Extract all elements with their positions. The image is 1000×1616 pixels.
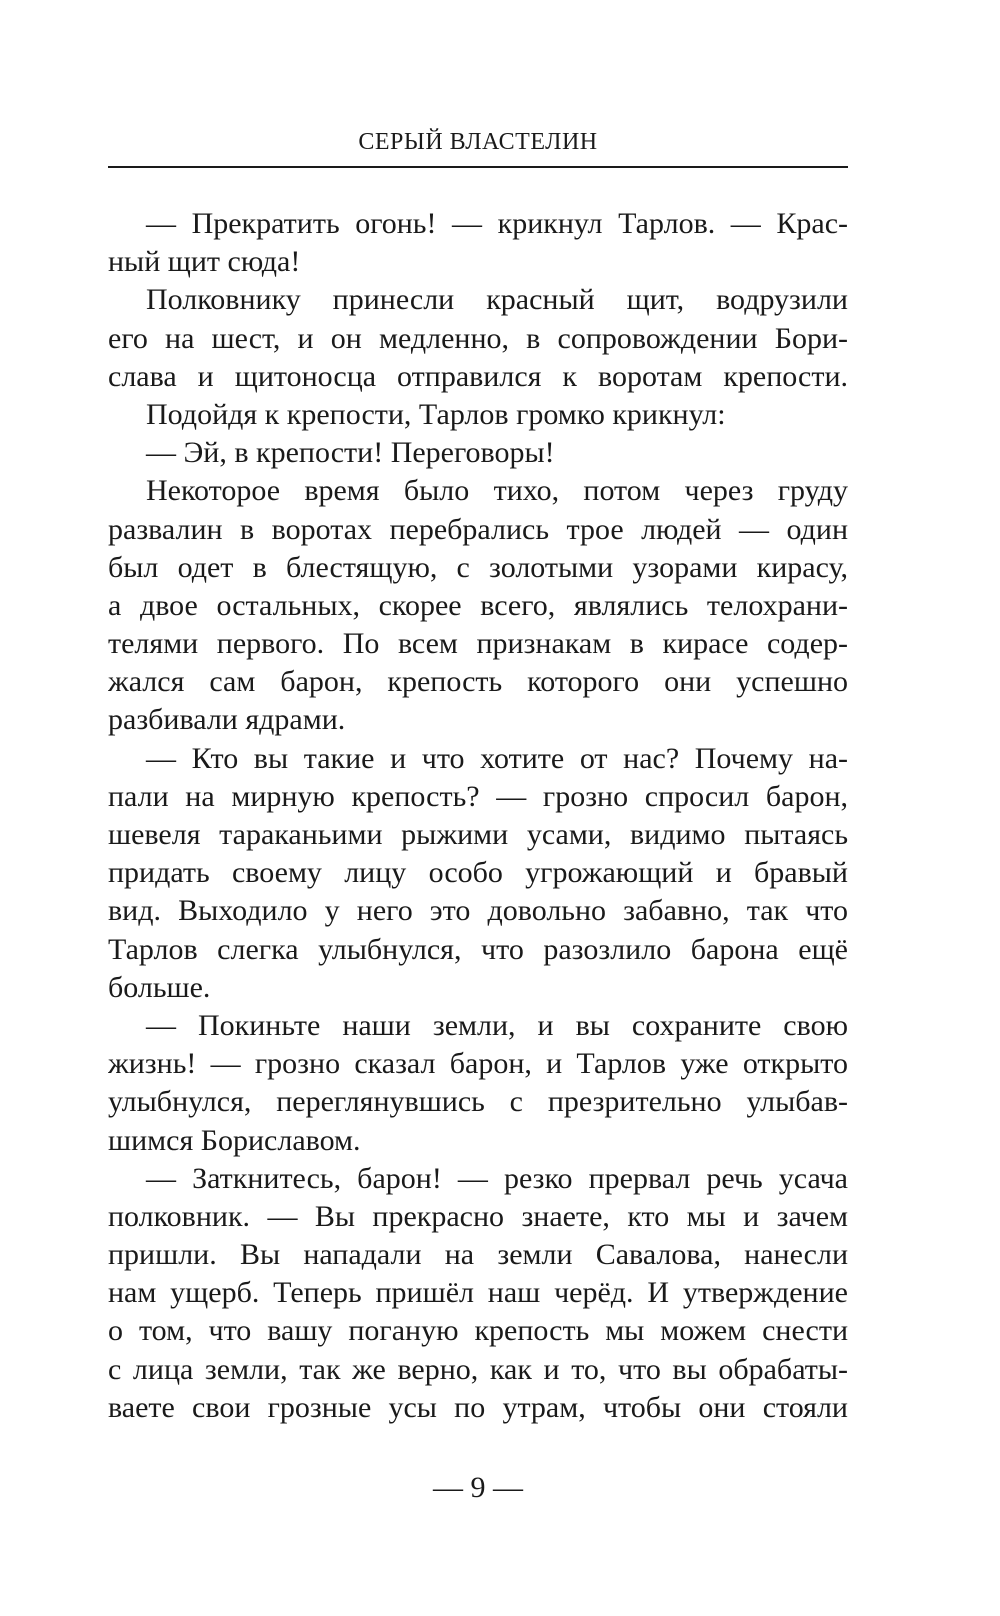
text-line: жался сам барон, крепость которого они успешно [108,665,848,699]
text-line: — Заткнитесь, барон! — резко прервал речь усача [146,1161,848,1195]
text-line: нам ущерб. Теперь пришёл наш черёд. И утверждение [108,1276,848,1310]
text-line: придать своему лицу особо угрожающий и бравый [108,856,848,890]
text-line: Некоторое время было тихо, потом через груду [146,474,848,508]
text-line: — Покиньте наши земли, и вы сохраните свою [146,1008,848,1042]
text-line: Подойдя к крепости, Тарлов громко крикнул: [146,397,726,431]
text-line: — Прекратить огонь! — крикнул Тарлов. — Крас- [146,207,848,240]
text-line: был одет в блестящую, с золотыми узорами кирасу, [108,550,848,584]
text-line: вид. Выходило у него это довольно забавно, так что [108,894,848,928]
text-line: о том, что вашу поганую крепость мы можем снести [108,1314,848,1348]
text-line: телями первого. По всем признакам в кирасе содер- [108,627,848,661]
text-line: развалин в воротах перебрались трое людей — один [108,512,848,546]
text-line: разбивали ядрами. [108,703,346,737]
text-line: а двое остальных, скорее всего, являлись телохрани- [108,588,848,622]
running-header-title: СЕРЫЙ ВЛАСТЕЛИН [358,129,598,155]
text-line: больше. [108,970,211,1004]
text-line: шимся Бориславом. [108,1123,361,1157]
text-line: — Кто вы такие и что хотите от нас? Почему на- [146,741,848,775]
text-line: ваете свои грозные усы по утрам, чтобы они стояли [108,1390,848,1424]
text-line: — Эй, в крепости! Переговоры! [146,436,555,470]
text-line: шевеля тараканьими рыжими усами, видимо пытаясь [108,818,848,851]
text-line: пали на мирную крепость? — грозно спросил барон, [108,779,848,813]
header-rule [108,166,848,168]
text-line: с лица земли, так же верно, как и то, что вы обрабаты- [108,1352,848,1386]
text-line: жизнь! — грозно сказал барон, и Тарлов уже открыто [108,1047,848,1081]
text-line: слава и щитоносца отправился к воротам крепости. [108,359,848,393]
text-line: его на шест, и он медленно, в сопровождении Бори- [108,321,848,355]
page-number: — 9 — [433,1471,523,1504]
text-line: полковник. — Вы прекрасно знаете, кто мы и зачем [108,1199,848,1233]
text-line: Тарлов слегка улыбнулся, что разозлило барона ещё [108,932,848,966]
text-line: ный щит сюда! [108,245,301,279]
text-line: улыбнулся, переглянувшись с презрительно улыбав- [108,1085,848,1119]
text-line: Полковнику принесли красный щит, водрузили [146,283,848,317]
body-text [108,205,848,1427]
text-line: пришли. Вы нападали на земли Савалова, нанесли [108,1238,848,1272]
